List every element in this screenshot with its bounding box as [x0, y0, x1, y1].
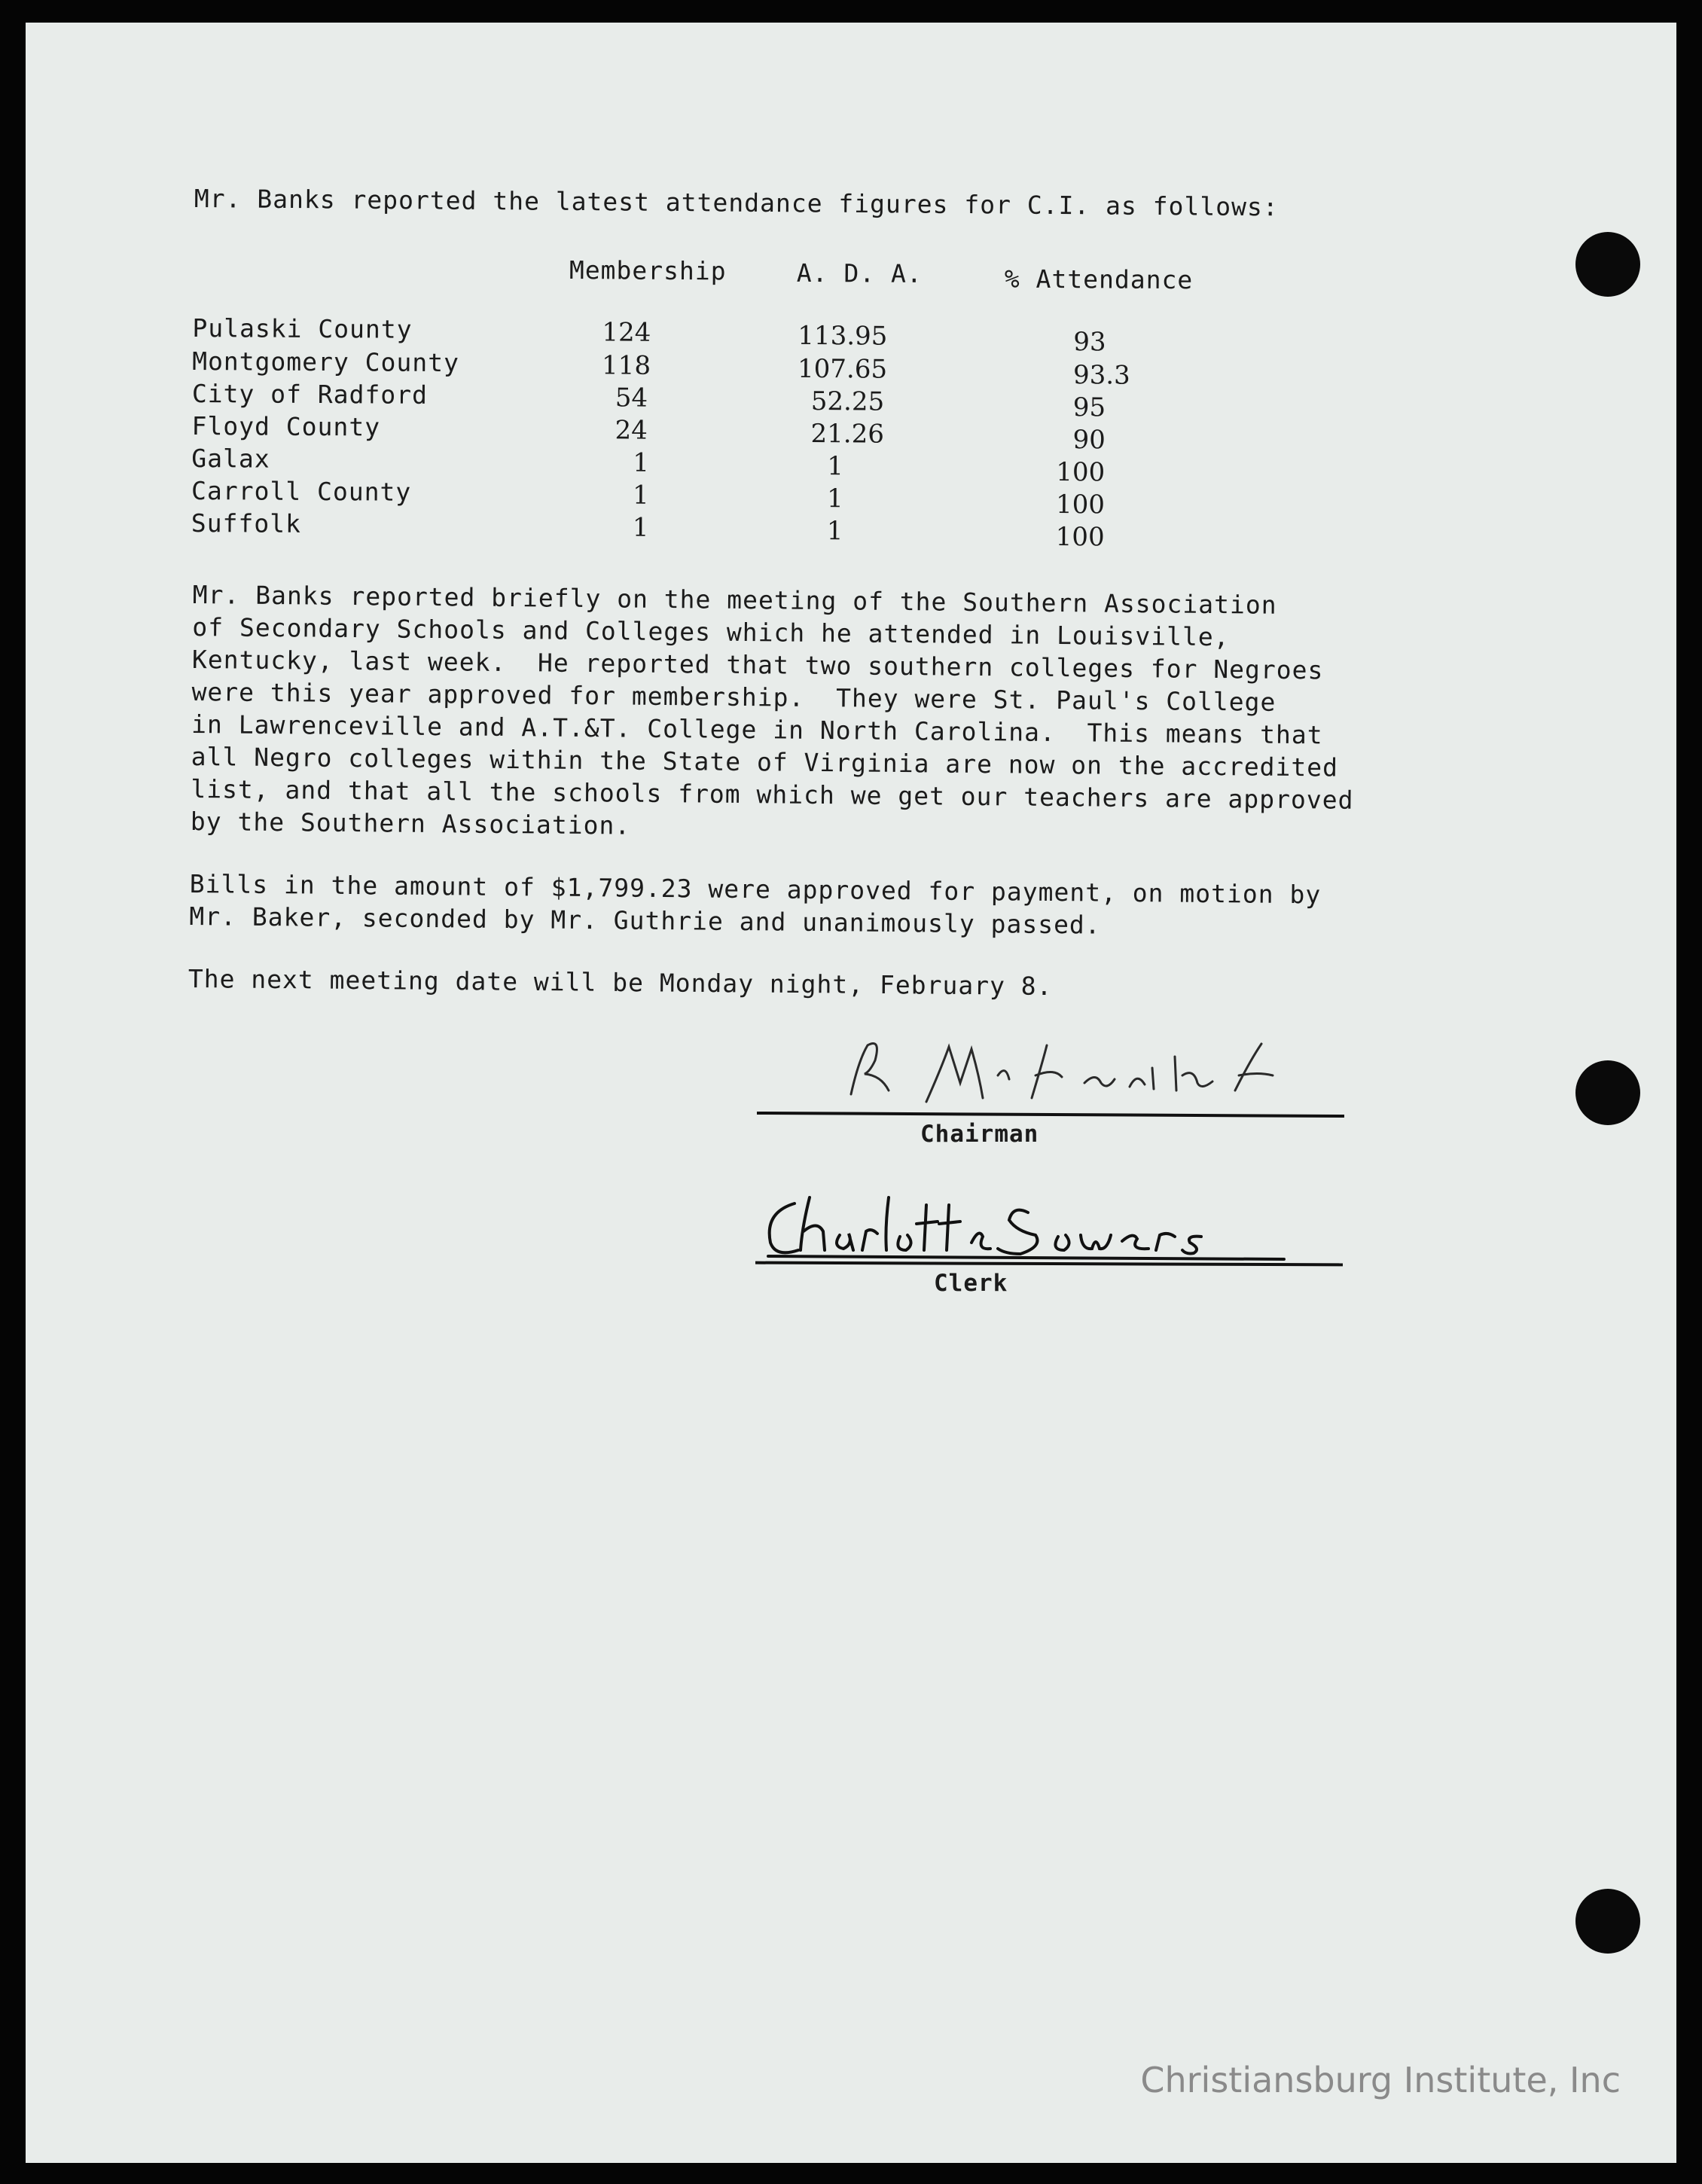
row-pct: 100 [1056, 457, 1106, 488]
row-membership: 1 [632, 480, 649, 511]
paragraph-line: list, and that all the schools from which we get our teachers are approved [191, 773, 1354, 815]
row-pct: 100 [1055, 522, 1105, 553]
row-ada: 1 [826, 516, 843, 547]
row-name: Galax [191, 443, 270, 474]
chairman-signature [828, 1030, 1310, 1113]
paragraph-line: of Secondary Schools and Colleges which he attended in Louisville, [192, 612, 1230, 652]
row-membership: 54 [615, 383, 648, 413]
row-name: Suffolk [191, 508, 302, 538]
row-ada: 107.65 [797, 353, 888, 385]
row-pct: 93 [1073, 327, 1106, 358]
chairman-label: Chairman [920, 1121, 1039, 1148]
paragraph-line: Mr. Baker, seconded by Mr. Guthrie and unanimously passed. [189, 901, 1101, 940]
row-ada: 21.26 [810, 419, 885, 450]
punch-hole-bottom [1575, 1889, 1640, 1954]
row-name: Floyd County [191, 410, 381, 442]
paragraph-association [191, 578, 1356, 849]
paragraph-line: by the Southern Association. [190, 806, 631, 840]
next-meeting-line: The next meeting date will be Monday night, February 8. [188, 964, 1053, 1002]
row-ada: 1 [826, 483, 843, 514]
intro-line: Mr. Banks reported the latest attendance figures for C.I. as follows: [194, 184, 1279, 222]
row-membership: 1 [633, 447, 650, 478]
paragraph-line: in Lawrenceville and A.T.&T. College in North Carolina. This means that [191, 709, 1323, 750]
paragraph-line: all Negro colleges within the State of Virginia are now on the accredited [191, 741, 1339, 782]
row-ada: 113.95 [798, 320, 888, 352]
clerk-label: Clerk [934, 1270, 1008, 1297]
row-ada: 1 [827, 451, 844, 482]
paragraph-line: Bills in the amount of $1,799.23 were approved for payment, on motion by [189, 868, 1322, 910]
paragraph-line: Mr. Banks reported briefly on the meeting of the Southern Association [192, 579, 1277, 620]
punch-hole-middle [1575, 1060, 1640, 1125]
row-name: Pulaski County [192, 313, 413, 344]
punch-hole-top [1575, 232, 1640, 297]
header-ada: A. D. A. [796, 258, 923, 288]
row-membership: 118 [602, 350, 651, 381]
paragraph-line: were this year approved for membership. They were St. Paul's College [191, 676, 1276, 717]
watermark: Christiansburg Institute, Inc [1140, 2060, 1621, 2100]
row-pct: 90 [1072, 425, 1106, 456]
row-name: City of Radford [191, 378, 429, 410]
header-attendance: % Attendance [1004, 264, 1194, 295]
paragraph-line: Kentucky, last week. He reported that two southern colleges for Negroes [191, 644, 1324, 685]
row-membership: 24 [615, 415, 648, 446]
row-name: Carroll County [191, 475, 412, 507]
row-ada: 52.25 [810, 386, 885, 417]
row-pct: 100 [1055, 490, 1106, 520]
row-membership: 124 [602, 317, 651, 348]
row-pct: 95 [1072, 392, 1106, 423]
header-membership: Membership [569, 255, 727, 286]
paragraph-bills [189, 868, 1321, 943]
row-membership: 1 [632, 512, 649, 543]
row-pct: 93.3 [1072, 360, 1130, 391]
clerk-signature [757, 1190, 1299, 1265]
row-name: Montgomery County [192, 346, 460, 378]
